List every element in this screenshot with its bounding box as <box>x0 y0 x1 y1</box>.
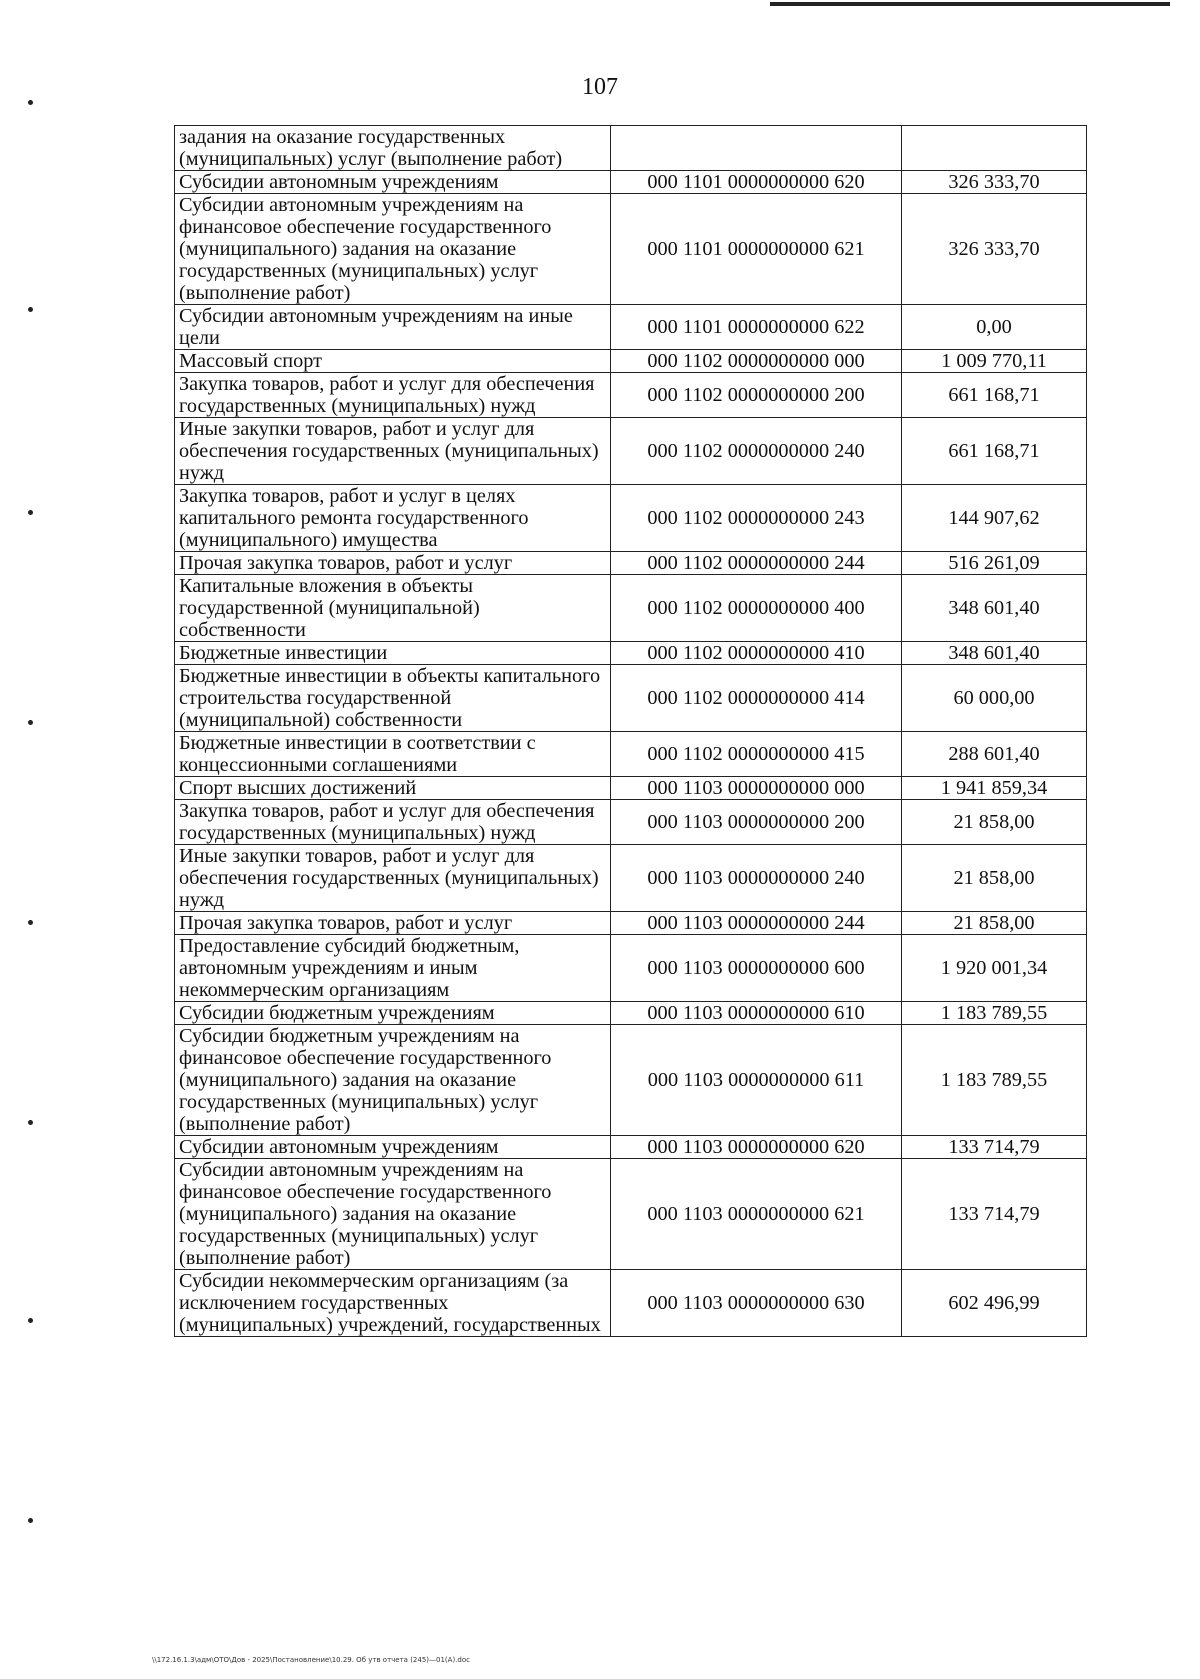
row-name-cell: Массовый спорт <box>175 350 611 373</box>
row-code-cell: 000 1102 0000000000 400 <box>611 575 902 642</box>
table-row <box>175 1002 1087 1025</box>
row-name-cell: Субсидии автономным учреждениям <box>175 1136 611 1159</box>
table-row <box>175 126 1087 171</box>
row-code-cell: 000 1102 0000000000 410 <box>611 642 902 665</box>
table-row <box>175 845 1087 912</box>
row-name-cell: Субсидии бюджетным учреждениям на финансовое обеспечение государственного (муниципального) задания на оказание государственных (муниципальных) услуг (выполнение работ) <box>175 1025 611 1136</box>
row-amount-cell: 661 168,71 <box>902 373 1087 418</box>
table-row <box>175 642 1087 665</box>
table-row <box>175 194 1087 305</box>
table-row <box>175 485 1087 552</box>
row-code-cell: 000 1103 0000000000 620 <box>611 1136 902 1159</box>
binding-hole <box>28 920 33 925</box>
row-name-cell: Субсидии бюджетным учреждениям <box>175 1002 611 1025</box>
table-row <box>175 1159 1087 1270</box>
file-path-footer: \\172.16.1.3\адм\ОТО\Дов - 2025\Постановление\10.29. Об утв отчета (245)—01(А).doc <box>152 1656 470 1664</box>
row-code-cell: 000 1102 0000000000 243 <box>611 485 902 552</box>
table-row <box>175 800 1087 845</box>
row-code-cell: 000 1101 0000000000 620 <box>611 171 902 194</box>
row-code-cell: 000 1102 0000000000 244 <box>611 552 902 575</box>
row-amount-cell: 348 601,40 <box>902 575 1087 642</box>
row-amount-cell: 1 941 859,34 <box>902 777 1087 800</box>
row-code-cell: 000 1103 0000000000 600 <box>611 935 902 1002</box>
row-amount-cell: 516 261,09 <box>902 552 1087 575</box>
table-row <box>175 373 1087 418</box>
row-code-cell: 000 1103 0000000000 244 <box>611 912 902 935</box>
row-code-cell: 000 1103 0000000000 610 <box>611 1002 902 1025</box>
row-amount-cell: 60 000,00 <box>902 665 1087 732</box>
table-row <box>175 732 1087 777</box>
top-rule <box>770 2 1170 6</box>
row-amount-cell: 21 858,00 <box>902 800 1087 845</box>
row-code-cell: 000 1102 0000000000 200 <box>611 373 902 418</box>
row-amount-cell: 21 858,00 <box>902 912 1087 935</box>
table-row <box>175 305 1087 350</box>
binding-hole <box>28 1518 33 1523</box>
row-name-cell: Субсидии автономным учреждениям на финансовое обеспечение государственного (муниципального) задания на оказание государственных (муниципальных) услуг (выполнение работ) <box>175 194 611 305</box>
row-code-cell: 000 1102 0000000000 240 <box>611 418 902 485</box>
page-number: 107 <box>582 74 618 100</box>
row-amount-cell: 144 907,62 <box>902 485 1087 552</box>
binding-holes <box>28 0 38 1679</box>
table-row <box>175 350 1087 373</box>
binding-hole <box>28 100 33 105</box>
row-amount-cell: 326 333,70 <box>902 171 1087 194</box>
row-code-cell: 000 1103 0000000000 240 <box>611 845 902 912</box>
budget-table <box>174 125 1087 1337</box>
row-code-cell: 000 1103 0000000000 200 <box>611 800 902 845</box>
row-amount-cell: 1 183 789,55 <box>902 1002 1087 1025</box>
row-name-cell: Иные закупки товаров, работ и услуг для обеспечения государственных (муниципальных) нужд <box>175 845 611 912</box>
row-code-cell: 000 1103 0000000000 621 <box>611 1159 902 1270</box>
binding-hole <box>28 720 33 725</box>
binding-hole <box>28 1120 33 1125</box>
budget-table-container <box>174 125 1087 1337</box>
row-amount-cell: 348 601,40 <box>902 642 1087 665</box>
row-name-cell: Капитальные вложения в объекты государственной (муниципальной) собственности <box>175 575 611 642</box>
table-row <box>175 777 1087 800</box>
row-name-cell: задания на оказание государственных (муниципальных) услуг (выполнение работ) <box>175 126 611 171</box>
table-row <box>175 1136 1087 1159</box>
binding-hole <box>28 510 33 515</box>
table-row <box>175 935 1087 1002</box>
row-amount-cell: 326 333,70 <box>902 194 1087 305</box>
table-row <box>175 418 1087 485</box>
row-amount-cell: 288 601,40 <box>902 732 1087 777</box>
binding-hole <box>28 307 33 312</box>
row-amount-cell: 661 168,71 <box>902 418 1087 485</box>
row-amount-cell <box>902 126 1087 171</box>
table-row <box>175 575 1087 642</box>
row-amount-cell: 1 009 770,11 <box>902 350 1087 373</box>
row-name-cell: Бюджетные инвестиции в соответствии с концессионными соглашениями <box>175 732 611 777</box>
row-code-cell: 000 1103 0000000000 000 <box>611 777 902 800</box>
row-amount-cell: 133 714,79 <box>902 1159 1087 1270</box>
row-code-cell <box>611 126 902 171</box>
row-amount-cell: 602 496,99 <box>902 1270 1087 1337</box>
row-name-cell: Субсидии некоммерческим организациям (за исключением государственных (муниципальных) учреждений, государственных <box>175 1270 611 1337</box>
table-row <box>175 665 1087 732</box>
table-row <box>175 1270 1087 1337</box>
table-row <box>175 171 1087 194</box>
row-code-cell: 000 1102 0000000000 414 <box>611 665 902 732</box>
row-name-cell: Бюджетные инвестиции <box>175 642 611 665</box>
row-name-cell: Предоставление субсидий бюджетным, автономным учреждениям и иным некоммерческим организациям <box>175 935 611 1002</box>
row-name-cell: Прочая закупка товаров, работ и услуг <box>175 552 611 575</box>
row-code-cell: 000 1102 0000000000 000 <box>611 350 902 373</box>
row-name-cell: Субсидии автономным учреждениям <box>175 171 611 194</box>
row-amount-cell: 133 714,79 <box>902 1136 1087 1159</box>
row-name-cell: Бюджетные инвестиции в объекты капитального строительства государственной (муниципальной) собственности <box>175 665 611 732</box>
row-amount-cell: 1 920 001,34 <box>902 935 1087 1002</box>
row-amount-cell: 21 858,00 <box>902 845 1087 912</box>
row-code-cell: 000 1103 0000000000 611 <box>611 1025 902 1136</box>
row-name-cell: Закупка товаров, работ и услуг для обеспечения государственных (муниципальных) нужд <box>175 800 611 845</box>
row-name-cell: Субсидии автономным учреждениям на иные цели <box>175 305 611 350</box>
table-row <box>175 1025 1087 1136</box>
table-row <box>175 552 1087 575</box>
binding-hole <box>28 1318 33 1323</box>
row-name-cell: Спорт высших достижений <box>175 777 611 800</box>
row-code-cell: 000 1101 0000000000 622 <box>611 305 902 350</box>
row-name-cell: Субсидии автономным учреждениям на финансовое обеспечение государственного (муниципального) задания на оказание государственных (муниципальных) услуг (выполнение работ) <box>175 1159 611 1270</box>
row-code-cell: 000 1103 0000000000 630 <box>611 1270 902 1337</box>
row-code-cell: 000 1102 0000000000 415 <box>611 732 902 777</box>
row-code-cell: 000 1101 0000000000 621 <box>611 194 902 305</box>
row-name-cell: Закупка товаров, работ и услуг в целях капитального ремонта государственного (муниципального) имущества <box>175 485 611 552</box>
row-name-cell: Иные закупки товаров, работ и услуг для обеспечения государственных (муниципальных) нужд <box>175 418 611 485</box>
table-row <box>175 912 1087 935</box>
row-name-cell: Закупка товаров, работ и услуг для обеспечения государственных (муниципальных) нужд <box>175 373 611 418</box>
row-amount-cell: 0,00 <box>902 305 1087 350</box>
row-name-cell: Прочая закупка товаров, работ и услуг <box>175 912 611 935</box>
row-amount-cell: 1 183 789,55 <box>902 1025 1087 1136</box>
